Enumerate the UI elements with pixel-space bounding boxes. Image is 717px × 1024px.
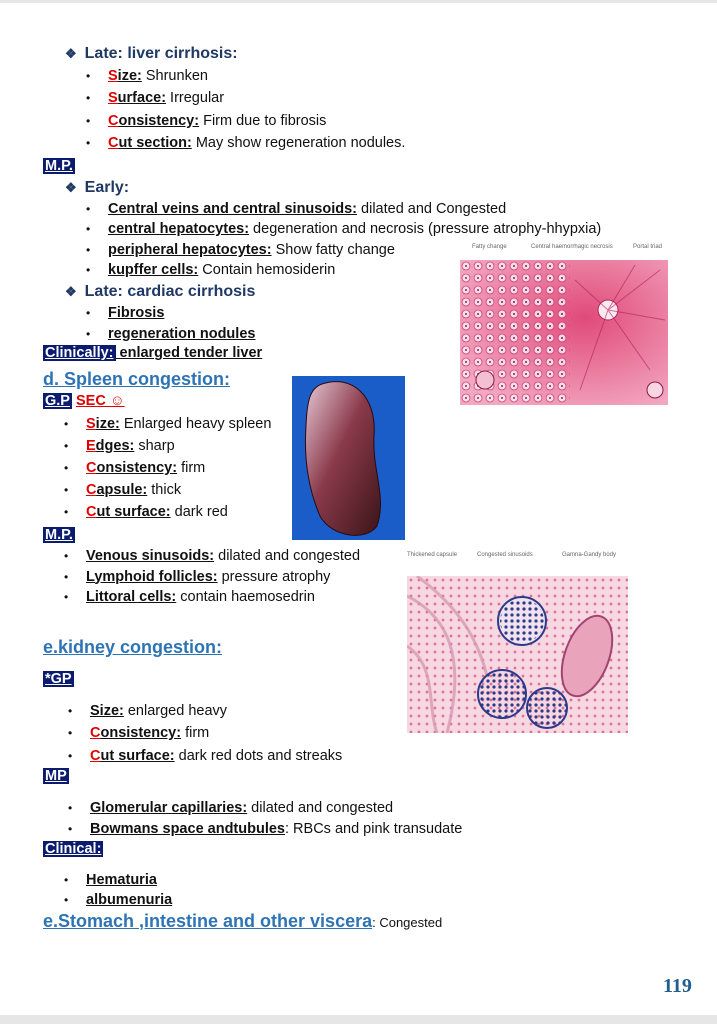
liver-gp-item (86, 68, 208, 84)
clinically-text: enlarged tender liver (115, 345, 263, 361)
spleen-gp-line (43, 393, 125, 409)
caption-portal-triad: Portal triad (633, 244, 663, 250)
late-liver-heading: ❖ Late: liver cirrhosis: (65, 45, 238, 62)
spleen-mp-label: Venous sinusoids: (86, 548, 215, 564)
kidney-clinical-label: albumenuria (86, 891, 173, 908)
kidney-heading: e.kidney congestion: (43, 637, 223, 657)
spleen-gp-item (64, 460, 205, 476)
bullet-icon: • (86, 135, 91, 150)
cardiac-label: regeneration nodules (108, 325, 256, 342)
spleen-mp-label: Littoral cells: (86, 589, 177, 605)
spleen-gp-initial: E (86, 438, 96, 454)
spleen-gp-item (64, 416, 271, 432)
spleen-gp-item (64, 482, 181, 498)
kidney-gp-text: enlarged heavy (123, 703, 228, 719)
liver-gp-label: urface: (117, 90, 167, 107)
bullet-icon: • (64, 873, 69, 887)
liver-gp-label: ut section: (118, 134, 192, 151)
kidney-mp-item (68, 821, 462, 837)
spleen-mp-text: pressure atrophy (217, 568, 331, 585)
spleen-gp-label: ut surface: (96, 504, 171, 520)
kidney-clinical-label: Hematuria (86, 872, 157, 888)
clinically-line (43, 345, 262, 361)
bullet-icon: • (86, 91, 91, 106)
bullet-icon: • (68, 822, 73, 836)
liver-gp-item (86, 135, 405, 151)
early-heading: ❖ Early: (65, 179, 130, 196)
kidney-gp-item (68, 725, 209, 741)
kidney-gp-item (68, 703, 227, 719)
early-text: dilated and Congested (357, 201, 507, 217)
bullet-icon: • (86, 202, 91, 216)
spleen-gp-text: thick (147, 482, 182, 498)
spleen-gp-label: ize: (95, 416, 120, 432)
spleen-gp-item (64, 504, 228, 520)
diamond-bullet-icon: ❖ (65, 46, 77, 61)
kidney-gp-initial: C (90, 725, 101, 742)
late-cardiac-heading: ❖ Late: cardiac cirrhosis (65, 283, 256, 300)
spleen-gp-item (64, 438, 175, 454)
liver-gp-initial: C (108, 134, 119, 151)
early-label: peripheral hepatocytes: (108, 241, 272, 258)
spleen-mp-label: Lymphoid follicles: (86, 568, 218, 585)
liver-gp-item (86, 113, 326, 129)
spleen-mp-item (64, 569, 330, 585)
bottom-border (0, 1015, 717, 1024)
early-label: central hepatocytes: (108, 221, 250, 238)
kidney-clinical-item (64, 892, 172, 908)
stomach-heading: e.Stomach ,intestine and other viscera (43, 911, 373, 931)
kidney-gp-text: dark red dots and streaks (174, 747, 343, 764)
bullet-icon: • (86, 242, 91, 257)
kidney-mp-item (68, 800, 393, 816)
early-item (86, 262, 335, 278)
spleen-heading: d. Spleen congestion: (43, 369, 231, 389)
liver-gp-item (86, 90, 224, 106)
kidney-mp-text: dilated and congested (247, 800, 394, 816)
bullet-icon: • (86, 113, 91, 128)
bullet-icon: • (64, 549, 69, 563)
spleen-gp-text: firm (177, 460, 206, 476)
spleen-gp-label: onsistency: (96, 460, 178, 476)
bullet-icon: • (68, 726, 73, 741)
early-text: Show fatty change (271, 241, 395, 258)
bullet-icon: • (64, 569, 69, 584)
bullet-icon: • (64, 439, 69, 453)
caption-thickened-capsule: Thickened capsule (407, 552, 458, 558)
top-border (0, 0, 717, 3)
spleen-gp-label: dges: (95, 438, 135, 454)
stomach-line (43, 911, 442, 932)
cardiac-item (86, 305, 164, 321)
clinically-tag: Clinically: (45, 345, 114, 361)
diamond-bullet-icon: ❖ (65, 284, 77, 299)
bullet-icon: • (86, 262, 91, 277)
spleen-histology-image (407, 576, 628, 733)
kidney-mp-label: Glomerular capillaries: (90, 800, 248, 816)
liver-histology-image (460, 260, 668, 405)
bullet-icon: • (86, 306, 91, 320)
spleen-gp-text: dark red (170, 504, 228, 520)
cardiac-item (86, 326, 255, 342)
early-text: Contain hemosiderin (198, 261, 336, 278)
spleen-gp-initial: C (86, 504, 97, 520)
bullet-icon: • (64, 483, 69, 497)
kidney-clinical-item (64, 872, 157, 888)
kidney-gp-text: firm (181, 725, 210, 742)
spleen-mp-item (64, 589, 315, 605)
bullet-icon: • (64, 590, 69, 604)
diamond-bullet-icon: ❖ (65, 180, 77, 195)
bullet-icon: • (68, 801, 73, 815)
spleen-gp-initial: C (86, 482, 97, 498)
spleen-gp-text: Enlarged heavy spleen (119, 416, 272, 432)
liver-gp-text: Shrunken (141, 68, 208, 84)
spleen-gross-image (292, 376, 405, 540)
cardiac-label: Fibrosis (108, 305, 165, 321)
spleen-mp-tag: M.P. (45, 527, 73, 543)
early-item (86, 221, 601, 237)
liver-gp-initial: C (108, 112, 119, 129)
liver-gp-initial: S (108, 90, 118, 107)
kidney-gp-label: Size: (90, 703, 124, 719)
kidney-gp-tag: *GP (45, 671, 72, 687)
bullet-icon: • (68, 704, 73, 718)
caption-gamna-gandy: Gamna-Gandy body (562, 552, 617, 558)
kidney-gp-label: ut surface: (100, 747, 175, 764)
caption-fatty-change: Fatty change (472, 244, 507, 250)
spleen-gp-initial: S (86, 416, 96, 432)
spleen-gp-initial: C (86, 460, 97, 476)
mp-tag: M.P. (45, 158, 73, 174)
spleen-mp-text: dilated and congested (214, 548, 361, 564)
kidney-mp-tag: MP (45, 768, 67, 784)
liver-gp-initial: S (108, 68, 118, 84)
early-text: degeneration and necrosis (pressure atrophy-hhypxia) (249, 221, 602, 238)
early-label: Central veins and central sinusoids: (108, 201, 357, 217)
page-number: 119 (663, 975, 692, 997)
spleen-mp-text: contain haemosedrin (176, 589, 315, 605)
liver-gp-text: May show regeneration nodules. (191, 134, 406, 151)
bullet-icon: • (86, 326, 91, 341)
caption-central-necrosis: Central haemorrhagic necrosis (531, 244, 613, 250)
spleen-gp-text: sharp (134, 438, 175, 454)
caption-congested-sinusoids: Congested sinusoids (477, 552, 533, 558)
early-item (86, 242, 395, 258)
liver-gp-text: Firm due to fibrosis (199, 112, 327, 129)
kidney-gp-label: onsistency: (100, 725, 182, 742)
early-label: kupffer cells: (108, 261, 199, 278)
kidney-gp-initial: C (90, 747, 101, 764)
bullet-icon: • (64, 505, 69, 519)
bullet-icon: • (86, 222, 91, 237)
sec-label: SEC ☺ (76, 393, 125, 409)
liver-gp-label: ize: (117, 68, 142, 84)
bullet-icon: • (68, 748, 73, 763)
bullet-icon: • (64, 461, 69, 475)
bullet-icon: • (64, 417, 69, 431)
bullet-icon: • (64, 892, 69, 907)
kidney-mp-text: : RBCs and pink transudate (285, 821, 463, 837)
gp-tag: G.P (45, 393, 70, 409)
bullet-icon: • (86, 69, 91, 83)
stomach-text: : Congested (372, 915, 443, 930)
kidney-gp-item (68, 748, 342, 764)
liver-gp-label: onsistency: (118, 112, 200, 129)
spleen-mp-item (64, 548, 360, 564)
kidney-mp-label: Bowmans space andtubules (90, 821, 285, 837)
early-item (86, 201, 506, 217)
kidney-clinical-tag: Clinical: (45, 841, 102, 857)
liver-gp-text: Irregular (166, 90, 225, 107)
spleen-gp-label: apsule: (96, 482, 148, 498)
